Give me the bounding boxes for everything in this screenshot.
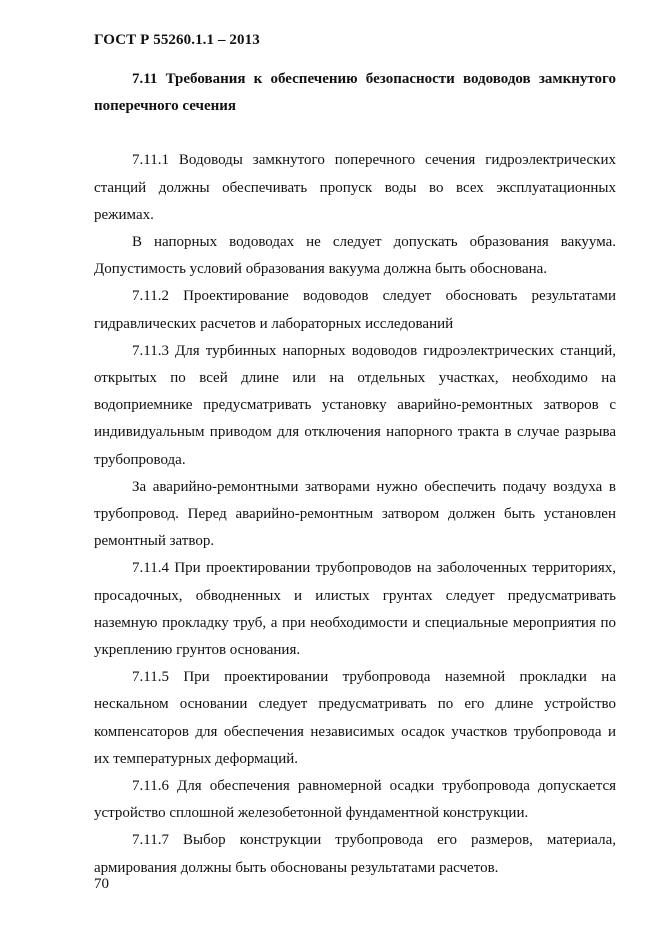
paragraph-7-11-2: 7.11.2 Проектирование водоводов следует обосновать результатами гидравлических расчетов и лабораторных исследований — [94, 288, 616, 332]
paragraph-vacuum: В напорных водоводах не следует допускать образования вакуума. Допустимость условий образования вакуума должна быть обоснована. — [94, 234, 616, 278]
paragraph-7-11-3: 7.11.3 Для турбинных напорных водоводов гидроэлектрических станций, открытых по всей длине или на отдельных участках, необходимо на водоприемнике предусматривать установку аварийно-ремонтных затворов с индивидуальным приводом для отключения напорного тракта в случае разрыва трубопровода. — [94, 342, 616, 468]
paragraph-7-11-5: 7.11.5 При проектировании трубопровода наземной прокладки на нескальном основании следует предусматривать по его длине устройство компенсаторов для обеспечения независимых осадок участков трубопровода и их температурных деформаций. — [94, 669, 616, 767]
paragraph-7-11-7: 7.11.7 Выбор конструкции трубопровода его размеров, материала, армирования должны быть обоснованы результатами расчетов. — [94, 832, 616, 876]
section-title: 7.11 Требования к обеспечению безопасности водоводов замкнутого поперечного сечения — [94, 71, 616, 115]
document-code-header: ГОСТ Р 55260.1.1 – 2013 — [94, 32, 260, 48]
paragraph-7-11-6: 7.11.6 Для обеспечения равномерной осадки трубопровода допускается устройство сплошной железобетонной фундаментной конструкции. — [94, 778, 616, 822]
paragraph-7-11-4: 7.11.4 При проектировании трубопроводов на заболоченных территориях, просадочных, обводненных и илистых грунтах следует предусматривать наземную прокладку труб, а при необходимости и специальные мероприятия по укреплению грунтов основания. — [94, 560, 616, 659]
document-body — [94, 66, 616, 882]
page-number: 70 — [94, 876, 109, 892]
paragraph-7-11-1: 7.11.1 Водоводы замкнутого поперечного сечения гидроэлектрических станций должны обеспечивать пропуск воды во всех эксплуатационных режимах. — [94, 152, 616, 223]
paragraph-air-supply: За аварийно-ремонтными затворами нужно обеспечить подачу воздуха в трубопровод. Перед аварийно-ремонтным затвором должен быть установлен ремонтный затвор. — [94, 478, 616, 550]
